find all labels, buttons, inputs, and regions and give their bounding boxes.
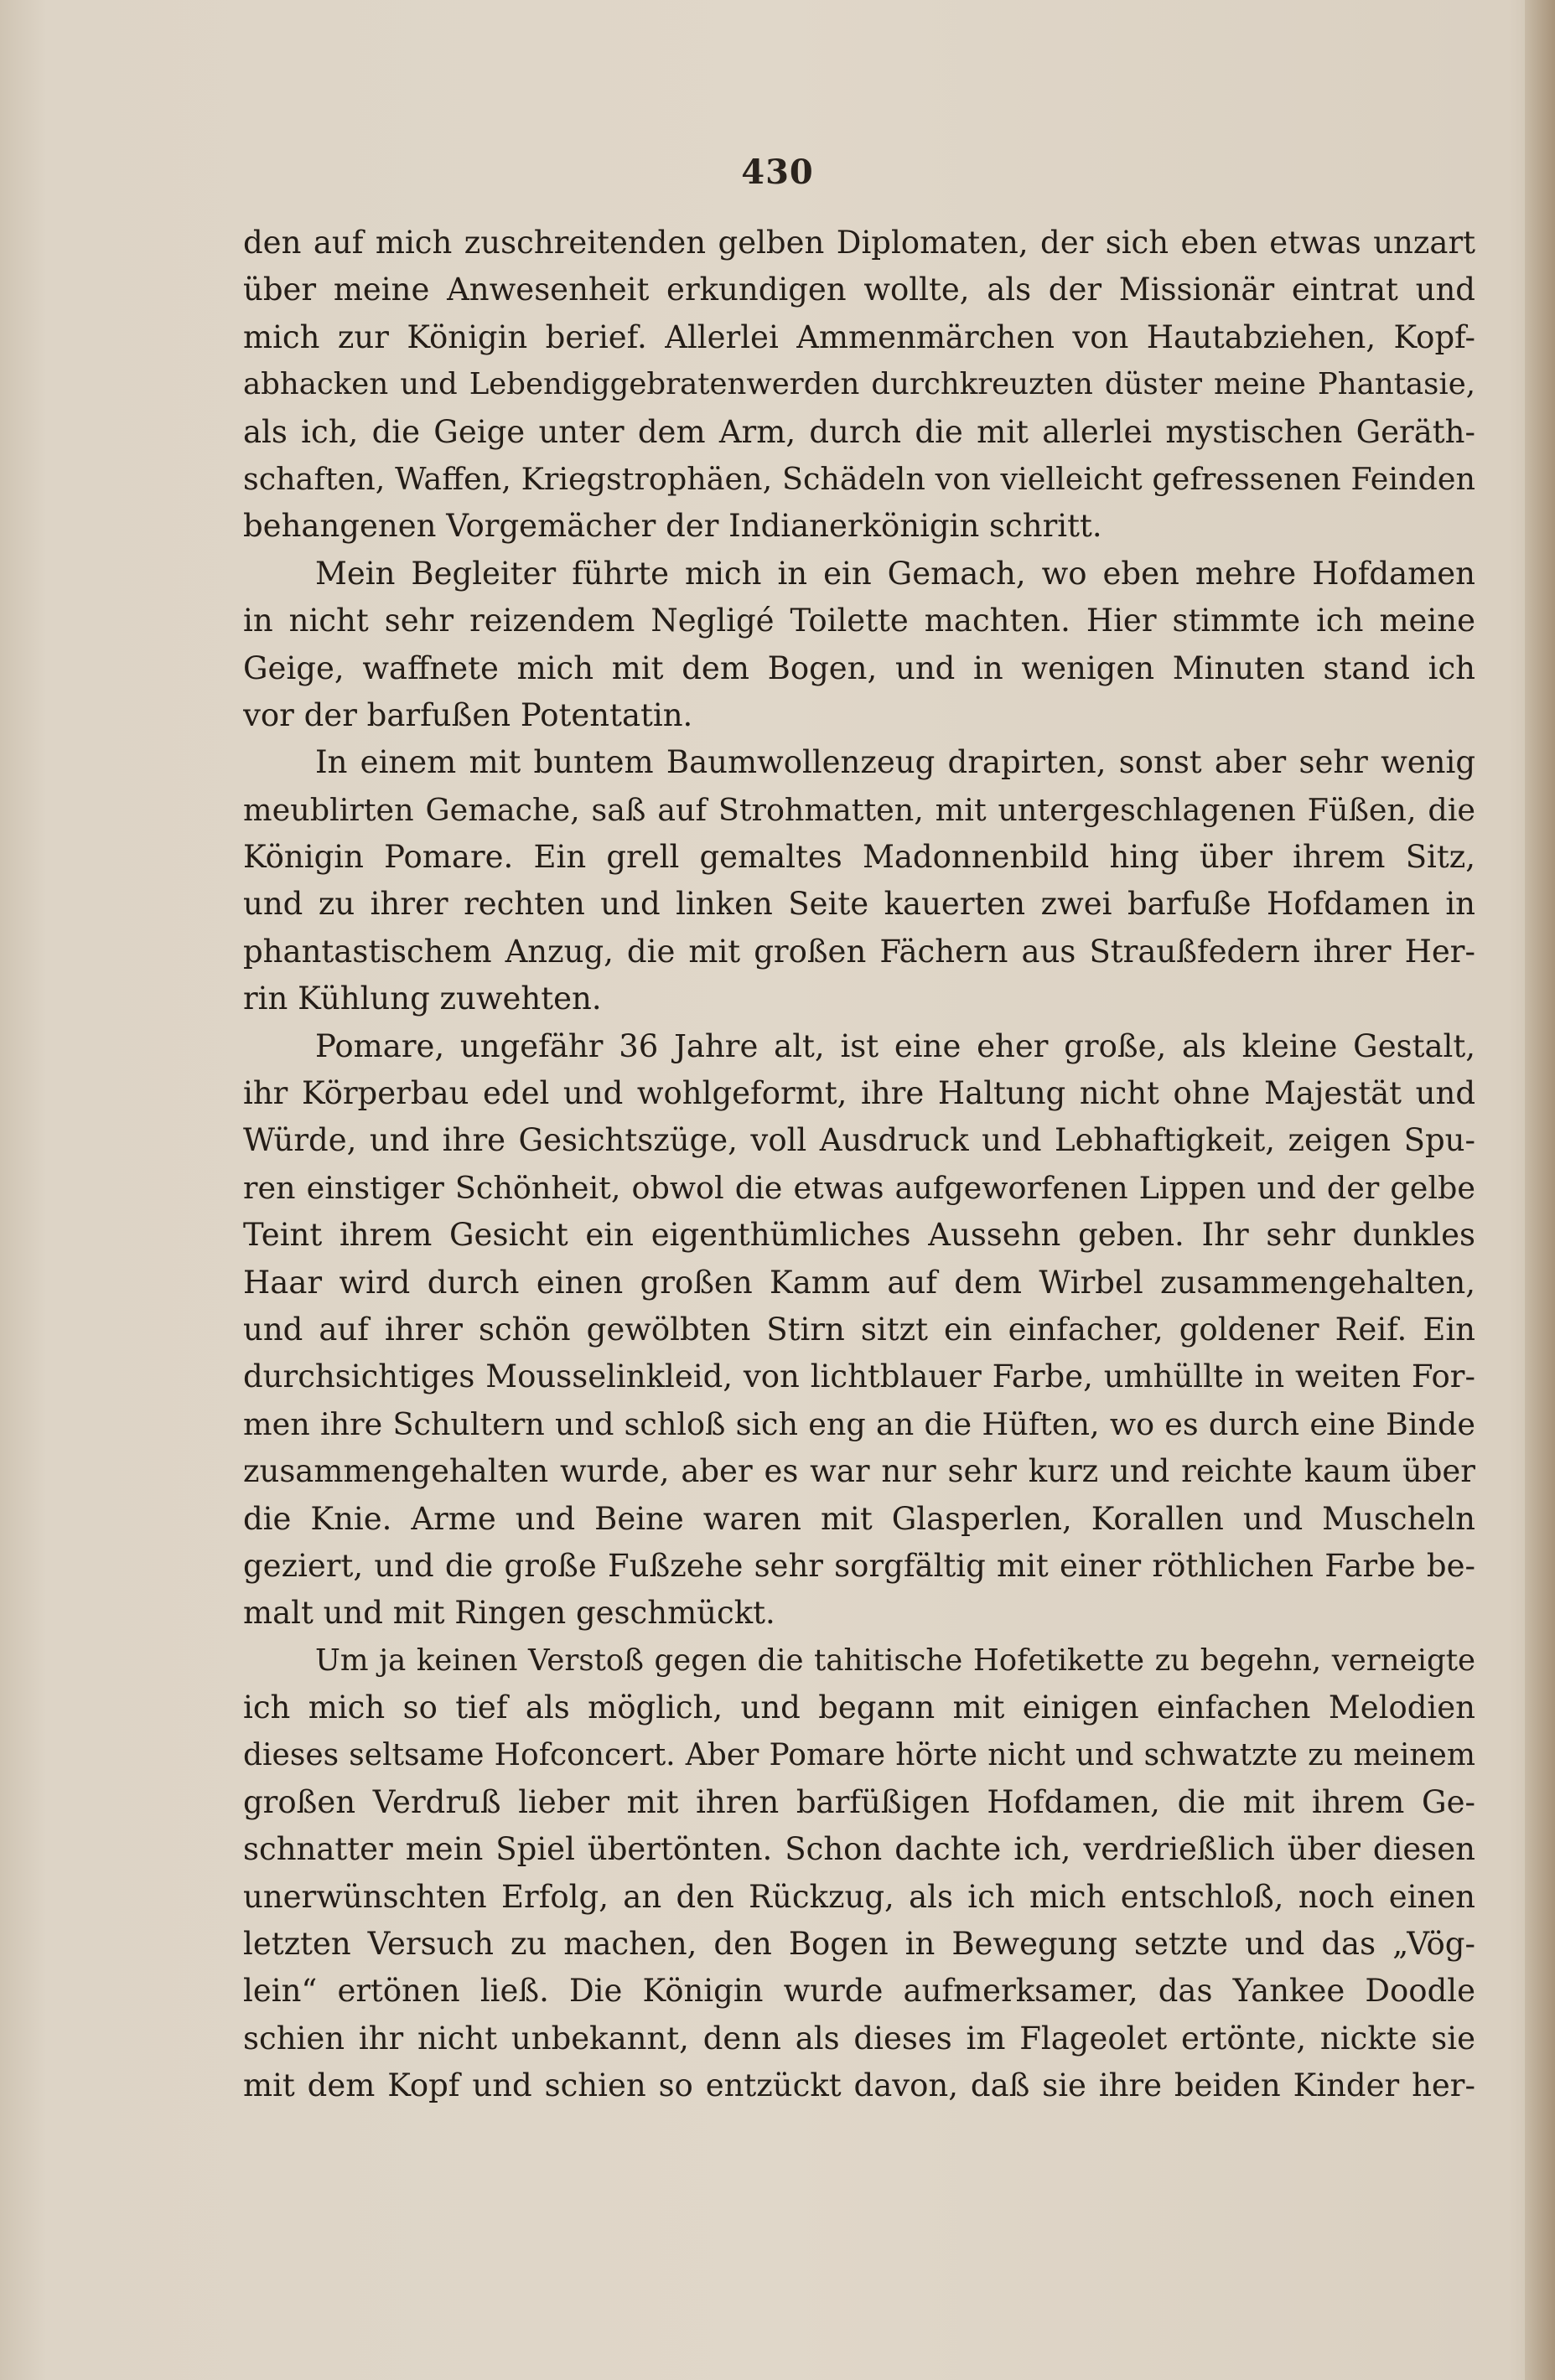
text-line: mit dem Kopf und schien so entzückt davon, daß sie ihre beiden Kinder her- <box>243 2067 1475 2104</box>
text-line: Haar wird durch einen großen Kamm auf dem Wirbel zusammengehalten, <box>243 1264 1475 1301</box>
text-line: in nicht sehr reizendem Negligé Toilette machten. Hier stimmte ich meine <box>243 603 1475 639</box>
text-line: die Knie. Arme und Beine waren mit Glasperlen, Korallen und Muscheln <box>243 1500 1475 1537</box>
text-line: vor der barfußen Potentatin. <box>243 696 693 733</box>
text-line: großen Verdruß lieber mit ihren barfüßigen Hofdamen, die mit ihrem Ge- <box>243 1783 1475 1820</box>
text-line: unerwünschten Erfolg, an den Rückzug, als ich mich entschloß, noch einen <box>243 1878 1475 1915</box>
text-line: geziert, und die große Fußzehe sehr sorgfältig mit einer röthlichen Farbe be- <box>243 1547 1475 1584</box>
text-line: letzten Versuch zu machen, den Bogen in Bewegung setzte und das „Vög- <box>243 1926 1475 1963</box>
text-line: men ihre Schultern und schloß sich eng an die Hüften, wo es durch eine Binde <box>243 1405 1475 1442</box>
text-line: Um ja keinen Verstoß gegen die tahitische Hofetikette zu begehn, verneigte <box>315 1643 1475 1678</box>
text-line: den auf mich zuschreitenden gelben Diplomaten, der sich eben etwas unzart <box>243 225 1475 261</box>
text-line: über meine Anwesenheit erkundigen wollte, als der Missionär eintrat und <box>243 272 1475 308</box>
text-line: ren einstiger Schönheit, obwol die etwas aufgeworfenen Lippen und der gelbe <box>243 1169 1475 1206</box>
text-line: und auf ihrer schön gewölbten Stirn sitzt ein einfacher, goldener Reif. Ein <box>243 1311 1475 1348</box>
text-line: schaften, Waffen, Kriegstrophäen, Schädeln von vielleicht gefressenen Feinden <box>243 460 1475 497</box>
text-line: dieses seltsame Hofconcert. Aber Pomare hörte nicht und schwatzte zu meinem <box>243 1737 1475 1772</box>
text-line: lein“ ertönen ließ. Die Königin wurde aufmerksamer, das Yankee Doodle <box>243 1973 1475 2010</box>
text-line: schien ihr nicht unbekannt, denn als dieses im Flageolet ertönte, nickte sie <box>243 2020 1475 2057</box>
text-line: zusammengehalten wurde, aber es war nur sehr kurz und reichte kaum über <box>243 1453 1475 1490</box>
text-line: phantastischem Anzug, die mit großen Fächern aus Straußfedern ihrer Her- <box>243 933 1475 970</box>
text-line: meublirten Gemache, saß auf Strohmatten, mit untergeschlagenen Füßen, die <box>243 791 1475 828</box>
text-line: malt und mit Ringen geschmückt. <box>243 1595 775 1632</box>
text-line: durchsichtiges Mousselinkleid, von lichtblauer Farbe, umhüllte in weiten For- <box>243 1358 1475 1395</box>
text-line: Teint ihrem Gesicht ein eigenthümliches Aussehn geben. Ihr sehr dunkles <box>243 1217 1475 1254</box>
text-line: abhacken und Lebendiggebratenwerden durchkreuzten düster meine Phantasie, <box>243 367 1475 402</box>
text-line: ihr Körperbau edel und wohlgeformt, ihre Haltung nicht ohne Majestät und <box>243 1075 1475 1112</box>
text-line: als ich, die Geige unter dem Arm, durch die mit allerlei mystischen Geräth- <box>243 413 1475 450</box>
text-line: rin Kühlung zuwehten. <box>243 980 602 1017</box>
text-line: und zu ihrer rechten und linken Seite kauerten zwei barfuße Hofdamen in <box>243 886 1475 923</box>
text-line: In einem mit buntem Baumwollenzeug drapirten, sonst aber sehr wenig <box>315 744 1475 781</box>
text-line: Würde, und ihre Gesichtszüge, voll Ausdruck und Lebhaftigkeit, zeigen Spu- <box>243 1122 1475 1159</box>
text-line: ich mich so tief als möglich, und begann mit einigen einfachen Melodien <box>243 1689 1475 1726</box>
text-line: mich zur Königin berief. Allerlei Ammenmärchen von Hautabziehen, Kopf- <box>243 318 1475 355</box>
text-line: Königin Pomare. Ein grell gemaltes Madonnenbild hing über ihrem Sitz, <box>243 839 1475 876</box>
page-number: 430 <box>741 153 814 192</box>
text-line: behangenen Vorgemächer der Indianerkönigin schritt. <box>243 508 1102 545</box>
text-line: Geige, waffnete mich mit dem Bogen, und in wenigen Minuten stand ich <box>243 649 1475 686</box>
text-line: Pomare, ungefähr 36 Jahre alt, ist eine eher große, als kleine Gestalt, <box>315 1027 1475 1064</box>
body-text <box>243 220 1475 2110</box>
text-line: Mein Begleiter führte mich in ein Gemach, wo eben mehre Hofdamen <box>315 555 1475 592</box>
page-edge <box>1525 0 1555 2380</box>
text-line: schnatter mein Spiel übertönten. Schon dachte ich, verdrießlich über diesen <box>243 1831 1475 1868</box>
